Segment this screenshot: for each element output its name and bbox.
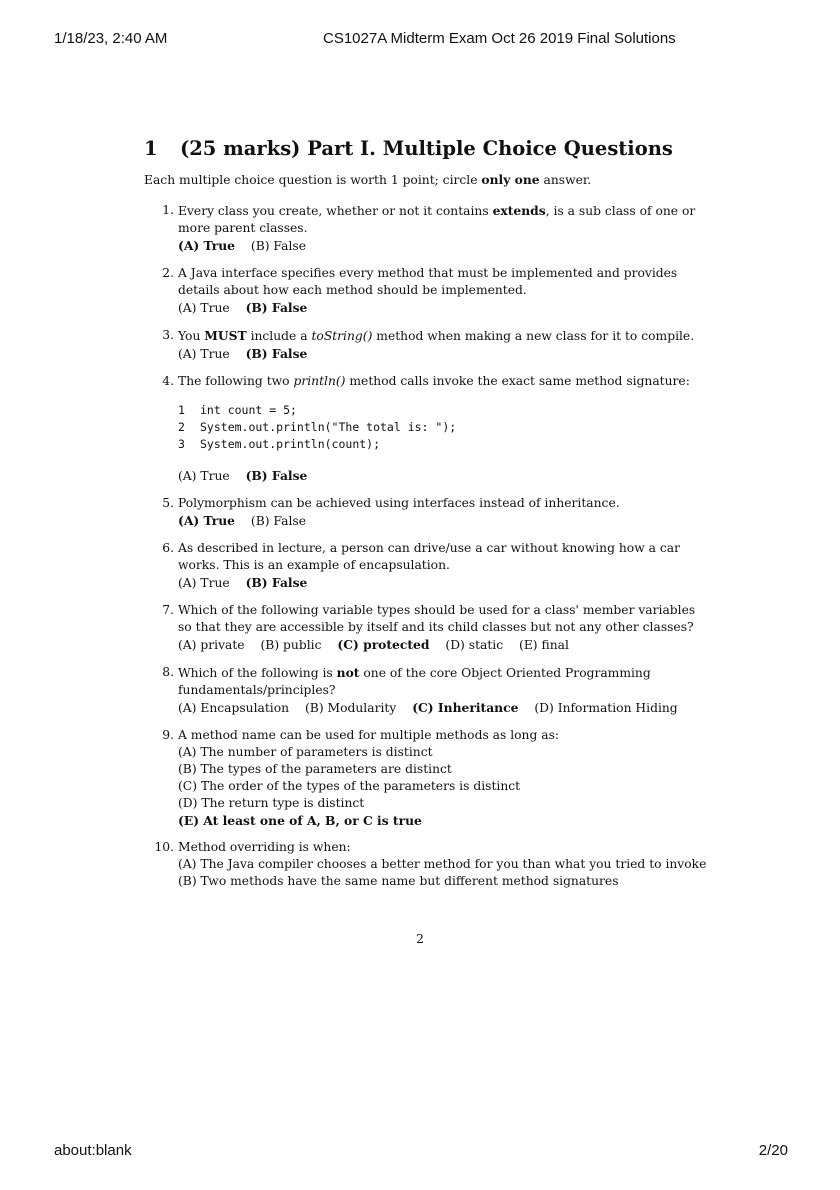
answer-option: (A) The Java compiler chooses a better method for you than what you tried to invoke — [178, 857, 707, 871]
question-4 — [144, 373, 704, 485]
answer-option: (B) Modularity — [304, 701, 397, 715]
question-text: Method overriding is when: — [178, 840, 351, 854]
section-number: 1 — [144, 137, 158, 160]
answer-option: (A) True — [178, 513, 235, 528]
question-text: You MUST include a toString() method when making a new class for it to compile. — [178, 328, 695, 343]
question-text: Polymorphism can be achieved using interfaces instead of inheritance. — [178, 496, 620, 510]
section-heading — [144, 137, 704, 160]
question-text: Every class you create, whether or not it contains extends, is a sub class of one or more parent classes. — [178, 203, 696, 235]
answer-option: (C) The order of the types of the parameters is distinct — [178, 779, 521, 793]
instructions-emphasis: only one — [481, 172, 540, 187]
question-7 — [144, 602, 704, 654]
answer-option: (A) True — [178, 347, 230, 361]
answer-option: (B) False — [245, 575, 308, 590]
question-number: 3. — [162, 328, 174, 342]
answer-option: (A) True — [178, 576, 230, 590]
code-line: 1 int count = 5; — [178, 403, 297, 417]
answer-option: (A) The number of parameters is distinct — [178, 745, 433, 759]
answer-option: (B) The types of the parameters are distinct — [178, 762, 452, 776]
question-number: 7. — [162, 603, 174, 617]
answer-option: (D) Information Hiding — [534, 701, 678, 715]
question-text: Which of the following is not one of the core Object Oriented Programming fundamentals/principles? — [178, 665, 651, 697]
question-3 — [144, 327, 704, 363]
question-number: 10. — [154, 840, 174, 854]
question-text: As described in lecture, a person can drive/use a car without knowing how a car works. This is an example of encapsulation. — [178, 541, 680, 572]
section-title: (25 marks) Part I. Multiple Choice Questions — [180, 137, 673, 160]
print-header-title: CS1027A Midterm Exam Oct 26 2019 Final Solutions — [323, 30, 676, 47]
answer-option: (A) True — [178, 238, 235, 253]
answer-option: (E) final — [519, 638, 569, 652]
print-footer-page-count: 2/20 — [758, 1142, 788, 1159]
section-instructions — [144, 171, 704, 189]
question-text: Which of the following variable types should be used for a class' member variables so that they are accessible by itself and its child classes but not any other classes? — [178, 603, 696, 634]
question-number: 5. — [162, 496, 174, 510]
answer-option: (B) False — [245, 300, 308, 315]
question-number: 4. — [162, 374, 174, 388]
code-line: 2 System.out.println("The total is: "); — [178, 420, 457, 434]
question-text: The following two println() method calls invoke the exact same method signature: — [178, 374, 690, 388]
question-number: 6. — [162, 541, 174, 555]
question-6 — [144, 540, 704, 592]
question-9 — [144, 727, 704, 829]
answer-option: (B) public — [260, 638, 322, 652]
answer-option: (B) False — [250, 239, 306, 253]
answer-option: (A) private — [178, 638, 245, 652]
question-number: 9. — [162, 728, 174, 742]
code-line: 3 System.out.println(count); — [178, 437, 381, 451]
question-1 — [144, 202, 704, 255]
answer-option: (B) Two methods have the same name but different method signatures — [178, 874, 619, 888]
question-2 — [144, 265, 704, 317]
answer-option: (B) False — [245, 346, 308, 361]
answer-option: (B) False — [250, 514, 306, 528]
print-footer-url: about:blank — [54, 1142, 132, 1159]
answer-option: (C) Inheritance — [412, 700, 519, 715]
question-number: 8. — [162, 665, 174, 679]
answer-option: (D) The return type is distinct — [178, 796, 365, 810]
question-number: 1. — [162, 203, 174, 217]
code-listing — [178, 402, 704, 453]
instructions-text: Each multiple choice question is worth 1 point; circle — [144, 173, 482, 187]
question-8 — [144, 664, 704, 717]
question-number: 2. — [162, 266, 174, 280]
question-text: A Java interface specifies every method that must be implemented and provides details about how each method should be implemented. — [178, 266, 678, 297]
question-10 — [144, 839, 707, 890]
print-header-date: 1/18/23, 2:40 AM — [54, 30, 168, 47]
question-5 — [144, 495, 704, 530]
instructions-text-end: answer. — [539, 173, 592, 187]
answer-option: (B) False — [245, 468, 308, 483]
answer-option: (C) protected — [337, 637, 430, 652]
answer-option: (A) Encapsulation — [178, 701, 290, 715]
answer-option: (E) At least one of A, B, or C is true — [178, 813, 422, 828]
answer-option: (A) True — [178, 301, 230, 315]
answer-option: (D) static — [445, 638, 504, 652]
exam-page-content — [144, 137, 707, 900]
document-page-number: 2 — [416, 932, 424, 946]
question-text: A method name can be used for multiple methods as long as: — [178, 728, 560, 742]
answer-option: (A) True — [178, 469, 230, 483]
